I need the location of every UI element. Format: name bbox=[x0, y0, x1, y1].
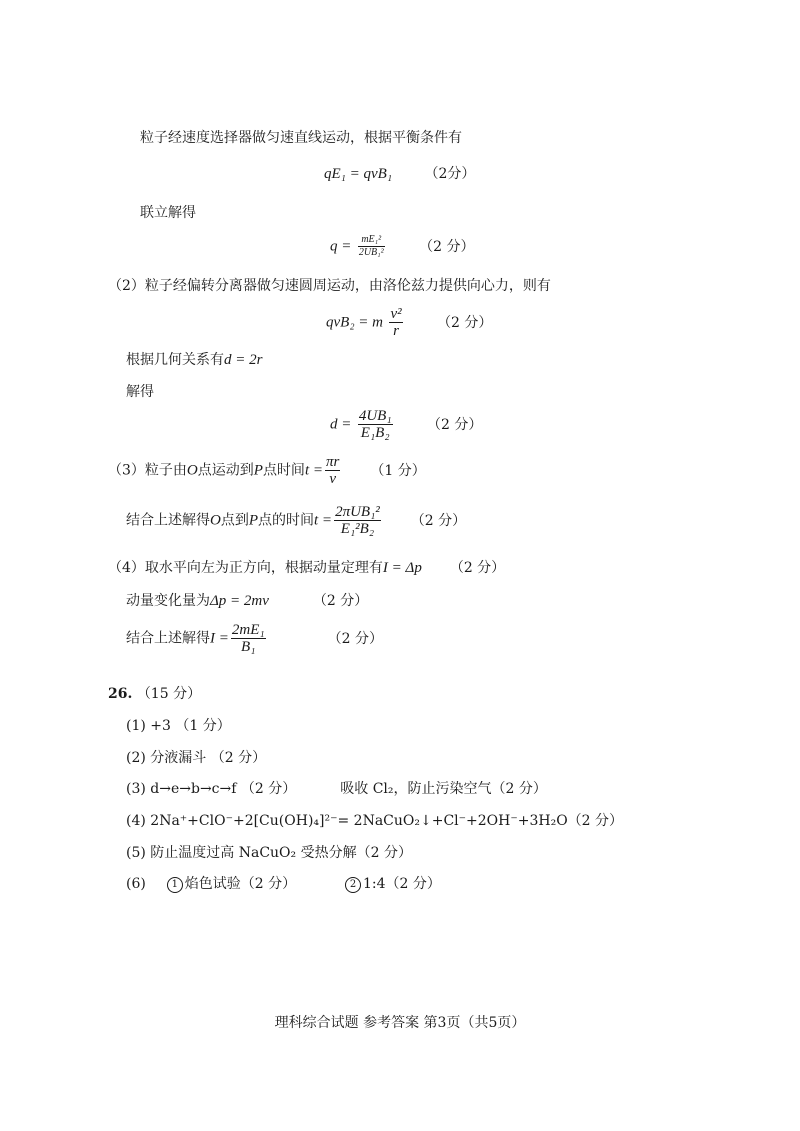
text-line bbox=[126, 591, 368, 611]
equation-lhs: t = bbox=[304, 462, 323, 479]
equation: Δp = 2mv bbox=[210, 593, 269, 609]
question-number: 26. bbox=[108, 686, 133, 702]
text-line bbox=[108, 454, 426, 487]
equation-lhs: d = bbox=[330, 416, 352, 433]
answer-text: (6) bbox=[126, 876, 146, 892]
denominator: E₁B₂ bbox=[360, 425, 390, 441]
fraction bbox=[358, 234, 385, 259]
text: 点时间 bbox=[262, 462, 305, 479]
numerator: 2πUB₁² bbox=[335, 504, 380, 520]
denominator: B₁ bbox=[241, 639, 256, 655]
fraction bbox=[325, 454, 340, 487]
score: （1 分） bbox=[370, 462, 426, 479]
equation: I = Δp bbox=[382, 560, 422, 576]
text: 动量变化量为 bbox=[126, 593, 210, 609]
equation-charge bbox=[330, 234, 474, 259]
text: 点到 bbox=[220, 512, 249, 529]
denominator: r bbox=[393, 323, 399, 339]
circled-number-icon: 1 bbox=[167, 877, 183, 893]
equation-distance bbox=[330, 408, 482, 441]
answer-line bbox=[126, 874, 441, 894]
equation-force-balance bbox=[324, 164, 475, 184]
equation: d = 2r bbox=[224, 352, 263, 368]
text-line bbox=[126, 350, 262, 370]
fraction bbox=[358, 408, 393, 441]
text-line: 粒子经速度选择器做匀速直线运动，根据平衡条件有 bbox=[140, 130, 462, 146]
answer-text: (3) d→e→b→c→f （2 分） bbox=[126, 781, 297, 797]
answer-text: 1:4（2 分） bbox=[363, 876, 441, 892]
numerator: v² bbox=[390, 306, 402, 322]
score: （2 分） bbox=[427, 416, 483, 433]
score: （2 分） bbox=[410, 512, 467, 529]
circled-number-icon: 2 bbox=[345, 877, 361, 893]
fraction bbox=[334, 504, 381, 537]
text: （4）取水平向左为正方向，根据动量定理有 bbox=[108, 560, 383, 576]
point-label: P bbox=[253, 462, 263, 479]
answer-text: 焰色试验（2 分） bbox=[184, 876, 297, 892]
equation-lhs: q = bbox=[330, 238, 352, 255]
point-label: P bbox=[248, 512, 259, 529]
text-line: 解得 bbox=[126, 384, 154, 400]
score: （2分） bbox=[424, 166, 476, 182]
score: （2 分） bbox=[449, 560, 506, 576]
text: （3）粒子由 bbox=[108, 462, 187, 479]
denominator: v bbox=[329, 471, 336, 487]
text: 点运动到 bbox=[197, 462, 254, 479]
numerator: 4UB₁ bbox=[358, 408, 392, 424]
equation-lhs: t = bbox=[314, 512, 333, 529]
denominator: 2UB₁² bbox=[358, 247, 384, 258]
point-label: O bbox=[210, 512, 221, 529]
equation-lorentz bbox=[326, 306, 492, 339]
question-header bbox=[108, 684, 201, 704]
text: 根据几何关系有 bbox=[126, 352, 224, 368]
text-line: 联立解得 bbox=[140, 205, 196, 221]
denominator: E₁²B₂ bbox=[340, 521, 375, 537]
answer-line: (5) 防止温度过高 NaCuO₂ 受热分解（2 分） bbox=[126, 845, 412, 861]
text-line bbox=[126, 504, 466, 537]
numerator: mE₁² bbox=[358, 234, 385, 247]
question-points: （15 分） bbox=[136, 686, 202, 702]
text: 结合上述解得 bbox=[126, 512, 210, 529]
text-line bbox=[126, 622, 383, 655]
answer-line: (2) 分液漏斗 （2 分） bbox=[126, 750, 267, 766]
equation-lhs: qvB₂ = m bbox=[326, 314, 383, 331]
point-label: O bbox=[186, 462, 198, 479]
answer-line: (1) +3 （1 分） bbox=[126, 718, 231, 734]
score: （2 分） bbox=[327, 630, 383, 647]
text: 点的时间 bbox=[258, 512, 315, 529]
score: （2 分） bbox=[419, 238, 475, 255]
score: （2 分） bbox=[437, 314, 493, 331]
text-line: （2）粒子经偏转分离器做匀速圆周运动，由洛伦兹力提供向心力，则有 bbox=[108, 278, 551, 294]
numerator: πr bbox=[325, 454, 340, 470]
equation-lhs: I = bbox=[210, 630, 229, 647]
page-footer: 理科综合试题 参考答案 第3页（共5页） bbox=[274, 1015, 526, 1031]
fraction bbox=[231, 622, 266, 655]
fraction bbox=[389, 306, 402, 339]
text: 结合上述解得 bbox=[126, 630, 210, 647]
answer-line: (4) 2Na⁺+ClO⁻+2[Cu(OH)₄]²⁻= 2NaCuO₂↓+Cl⁻+2OH⁻+3H₂O（2 分） bbox=[126, 813, 624, 829]
equation: qE₁ = qvB₁ bbox=[324, 166, 393, 182]
score: （2 分） bbox=[312, 593, 369, 609]
text-line bbox=[108, 558, 505, 578]
answer-text: 吸收 Cl₂，防止污染空气（2 分） bbox=[340, 781, 547, 797]
numerator: 2mE₁ bbox=[231, 622, 265, 638]
answer-line bbox=[126, 779, 547, 799]
